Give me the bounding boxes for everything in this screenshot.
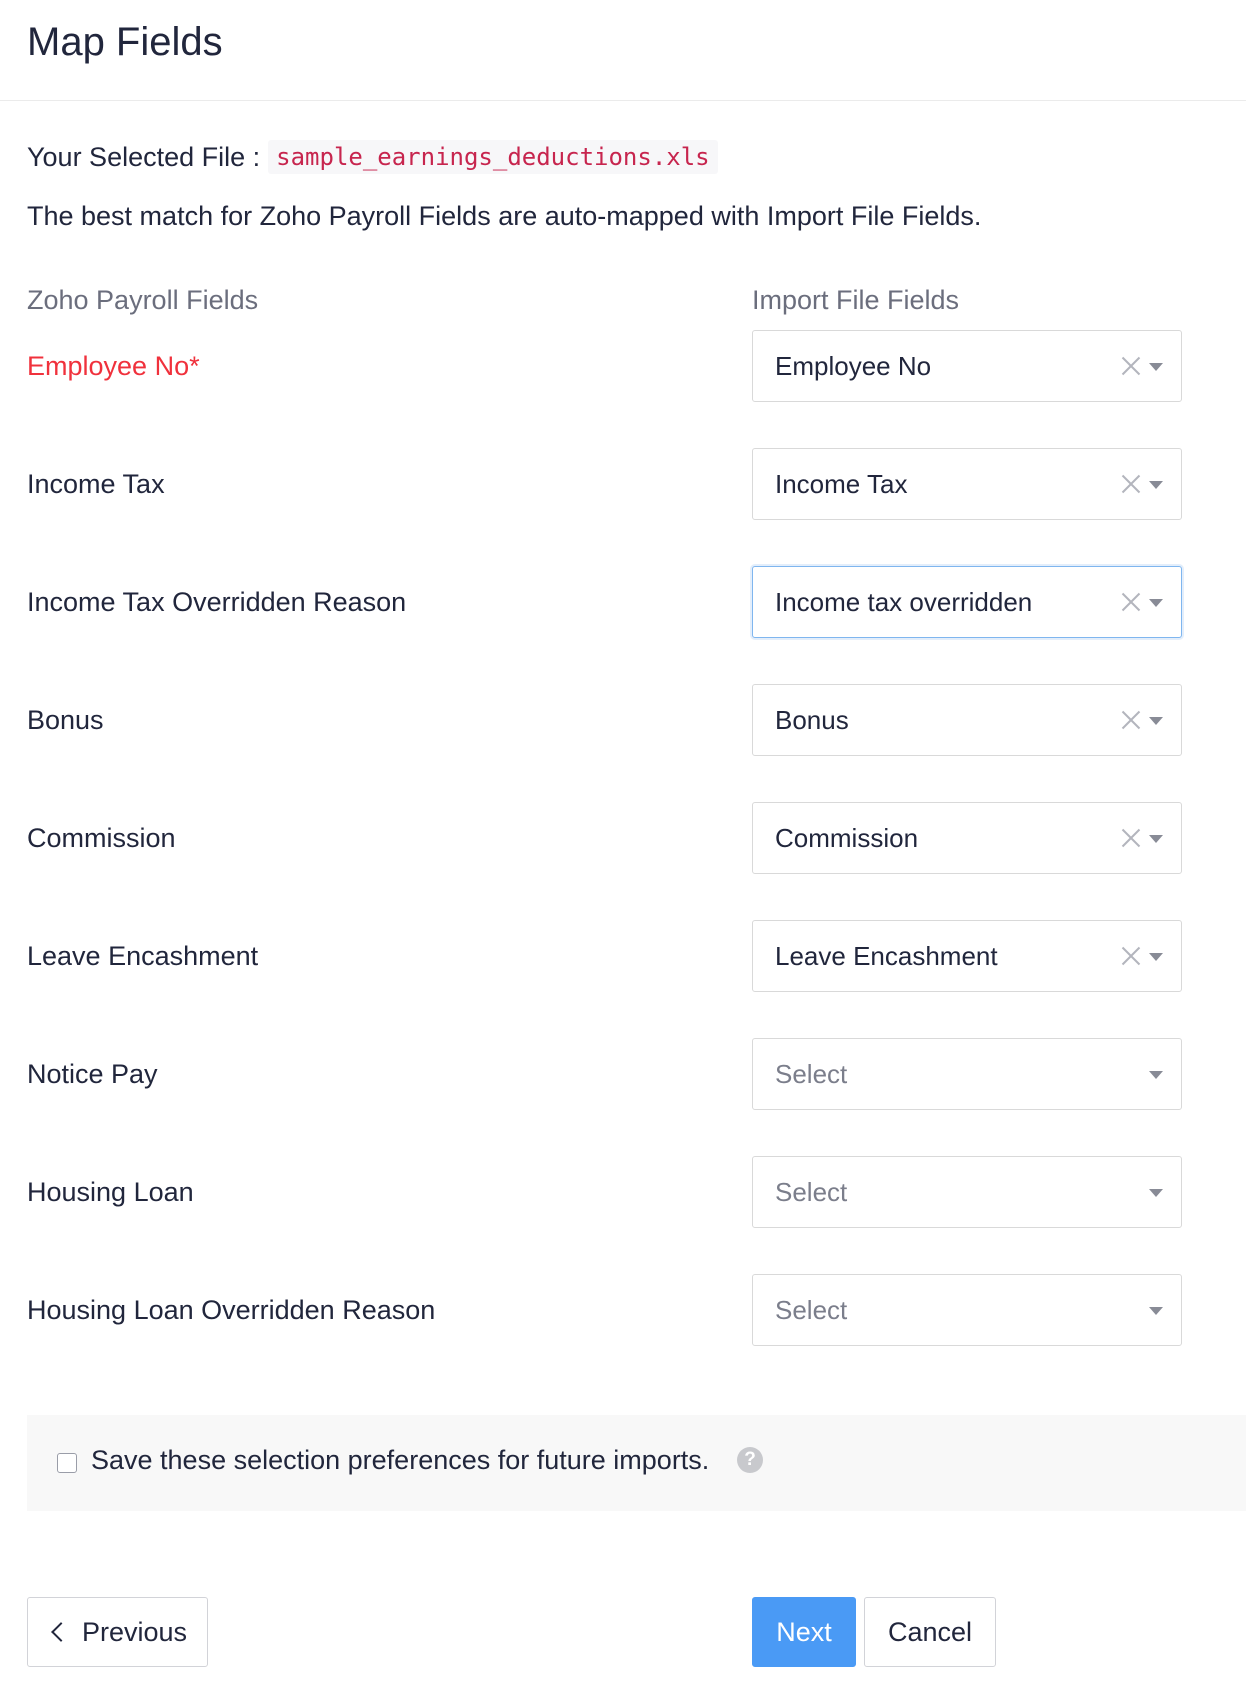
dropdown-bonus[interactable] xyxy=(752,684,1182,756)
dropdown-value: Income tax overridden xyxy=(775,587,1033,617)
dropdown-leave-encashment[interactable] xyxy=(752,920,1182,992)
field-label-notice-pay: Notice Pay xyxy=(27,1059,158,1089)
caret-down-icon[interactable] xyxy=(1149,953,1163,961)
clear-icon[interactable] xyxy=(1121,474,1141,494)
field-label-housing-loan-overridden-reason: Housing Loan Overridden Reason xyxy=(27,1295,436,1325)
caret-down-icon[interactable] xyxy=(1149,599,1163,607)
chevron-left-icon xyxy=(51,1622,71,1642)
dropdown-employee-no[interactable] xyxy=(752,330,1182,402)
field-label-bonus: Bonus xyxy=(27,705,104,735)
save-preferences-label[interactable]: Save these selection preferences for future imports. xyxy=(91,1445,710,1475)
caret-down-icon[interactable] xyxy=(1149,835,1163,843)
dropdown-value: Commission xyxy=(775,823,919,853)
clear-icon[interactable] xyxy=(1121,828,1141,848)
auto-map-info: The best match for Zoho Payroll Fields are auto-mapped with Import File Fields. xyxy=(27,201,982,231)
page-header xyxy=(0,0,1246,101)
dropdown-value: Leave Encashment xyxy=(775,941,998,971)
caret-down-icon[interactable] xyxy=(1149,481,1163,489)
selected-file-line xyxy=(27,140,718,174)
caret-down-icon[interactable] xyxy=(1149,717,1163,725)
save-preferences-checkbox[interactable] xyxy=(57,1453,77,1473)
caret-down-icon[interactable] xyxy=(1149,363,1163,371)
dropdown-income-tax[interactable] xyxy=(752,448,1182,520)
caret-down-icon[interactable] xyxy=(1149,1189,1163,1197)
dropdown-income-tax-overridden-reason[interactable] xyxy=(752,566,1182,638)
save-preferences-panel xyxy=(27,1415,1246,1511)
dropdown-placeholder: Select xyxy=(775,1295,848,1325)
field-label-commission: Commission xyxy=(27,823,176,853)
cancel-button[interactable]: Cancel xyxy=(864,1597,996,1667)
clear-icon[interactable] xyxy=(1121,946,1141,966)
clear-icon[interactable] xyxy=(1121,356,1141,376)
dropdown-value: Income Tax xyxy=(775,469,908,499)
page-title: Map Fields xyxy=(27,20,223,64)
caret-down-icon[interactable] xyxy=(1149,1307,1163,1315)
field-label-income-tax: Income Tax xyxy=(27,469,165,499)
selected-file-name: sample_earnings_deductions.xls xyxy=(268,140,717,174)
clear-icon[interactable] xyxy=(1121,710,1141,730)
caret-down-icon[interactable] xyxy=(1149,1071,1163,1079)
dropdown-housing-loan-overridden-reason[interactable] xyxy=(752,1274,1182,1346)
dropdown-placeholder: Select xyxy=(775,1059,848,1089)
dropdown-housing-loan[interactable] xyxy=(752,1156,1182,1228)
previous-button-label: Previous xyxy=(81,1616,188,1647)
import-file-fields-header: Import File Fields xyxy=(752,285,960,315)
field-label-leave-encashment: Leave Encashment xyxy=(27,941,259,971)
selected-file-label: Your Selected File : xyxy=(27,141,261,172)
field-label-employee-no: Employee No* xyxy=(27,351,200,381)
dropdown-notice-pay[interactable] xyxy=(752,1038,1182,1110)
help-icon[interactable]: ? xyxy=(737,1447,763,1473)
next-button[interactable]: Next xyxy=(752,1597,856,1667)
field-label-housing-loan: Housing Loan xyxy=(27,1177,194,1207)
clear-icon[interactable] xyxy=(1121,592,1141,612)
dropdown-commission[interactable] xyxy=(752,802,1182,874)
dropdown-value: Employee No xyxy=(775,351,932,381)
zoho-payroll-fields-header: Zoho Payroll Fields xyxy=(27,285,259,315)
previous-button[interactable] xyxy=(27,1597,208,1667)
dropdown-value: Bonus xyxy=(775,705,849,735)
dropdown-placeholder: Select xyxy=(775,1177,848,1207)
field-label-income-tax-overridden-reason: Income Tax Overridden Reason xyxy=(27,587,407,617)
